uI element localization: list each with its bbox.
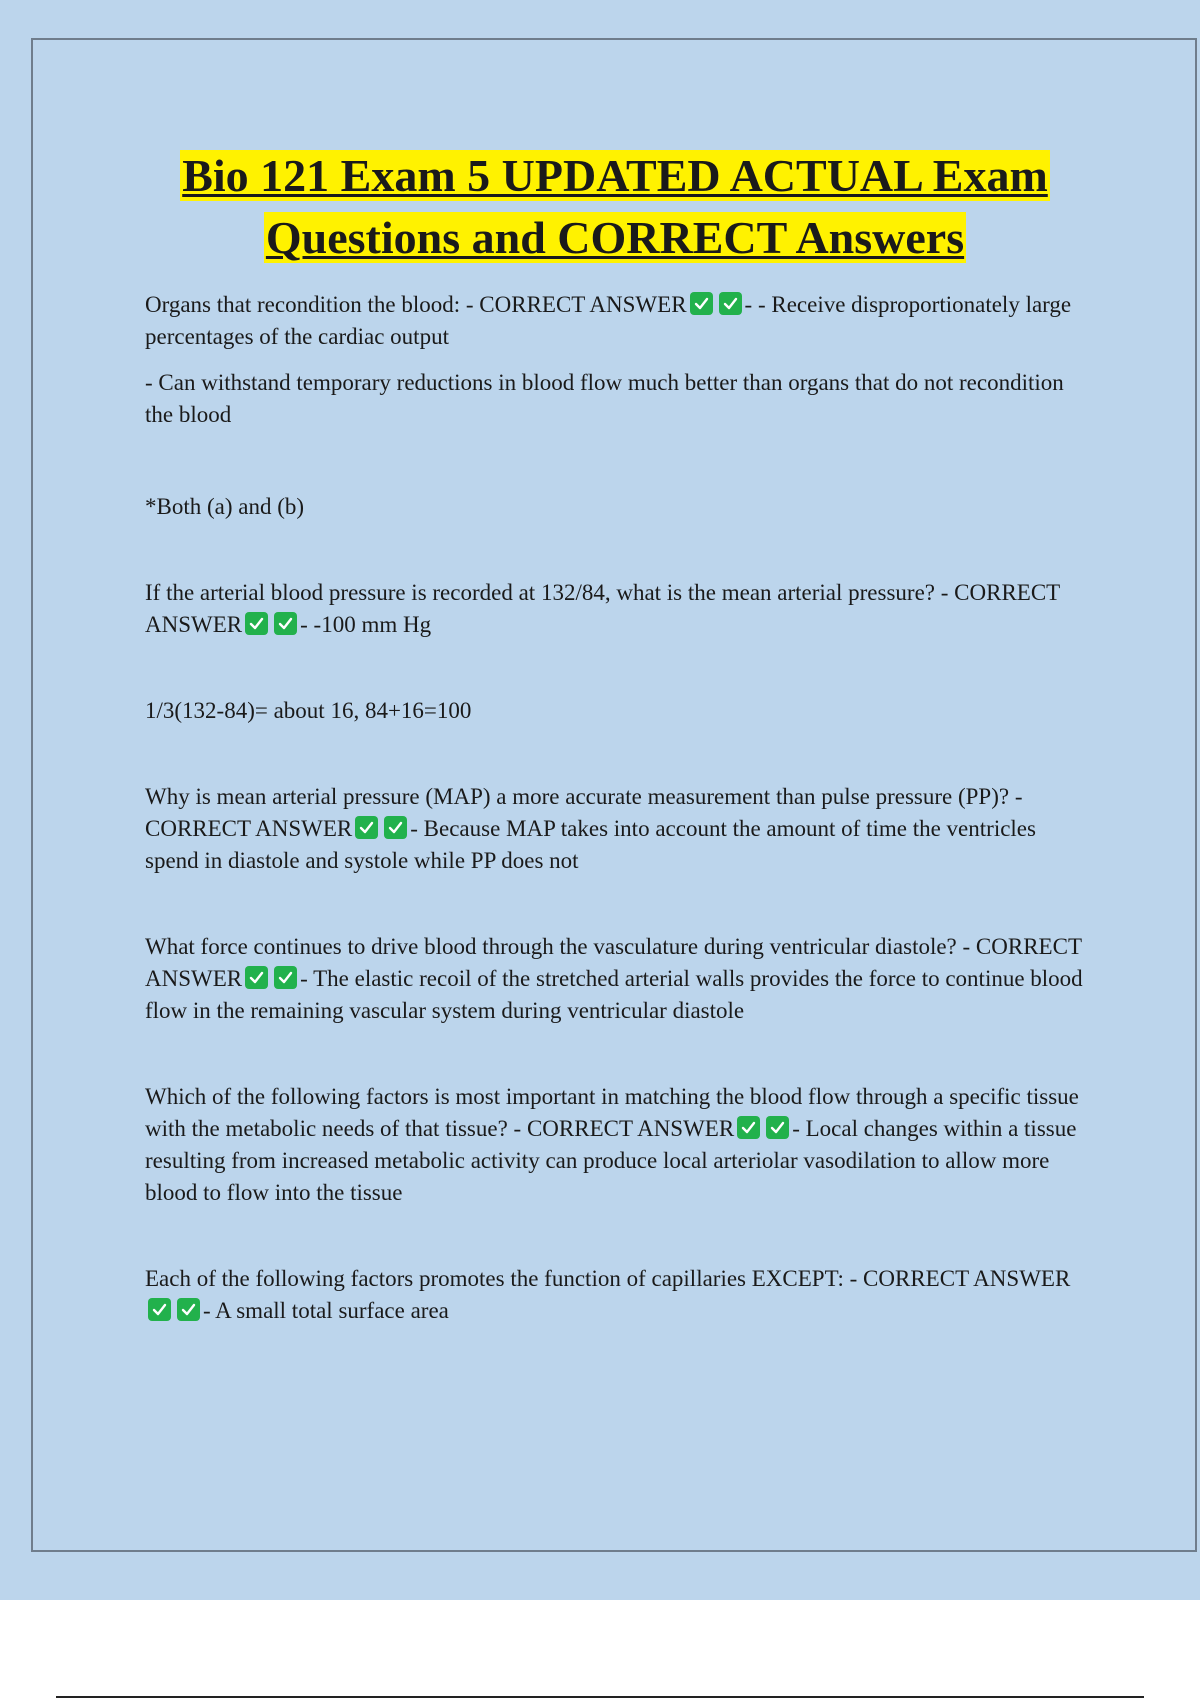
check-box-icon (355, 816, 378, 839)
answer-text: - - Receive disproportionately large percentages of the cardiac output (145, 292, 1072, 349)
check-box-icon (690, 292, 713, 315)
next-page-rule (56, 1696, 1144, 1698)
qa-item (145, 1263, 1085, 1327)
answer-text: - Because MAP takes into account the amount of time the ventricles spend in diastole and systole while PP does not (145, 816, 1036, 873)
qa-item (145, 289, 1085, 353)
question-text: Which of the following factors is most important in matching the blood flow through a specific tissue with the metabolic needs of that tissue? - CORRECT ANSWER (145, 1084, 1079, 1141)
qa-item (145, 781, 1085, 877)
answer-text: - -100 mm Hg (300, 612, 432, 637)
qa-item (145, 931, 1085, 1027)
question-text: Organs that recondition the blood: - CORRECT ANSWER (145, 292, 687, 317)
check-box-icon (245, 612, 268, 635)
question-text: What force continues to drive blood through the vasculature during ventricular diastole? - CORRECT ANSWER (145, 934, 1082, 991)
answer-text: - Local changes within a tissue resulting from increased metabolic activity can produce local arteriolar vasodilation to allow more blood to flow into the tissue (145, 1116, 1077, 1205)
check-box-icon (148, 1298, 171, 1321)
check-box-icon (719, 292, 742, 315)
title-line-1: Bio 121 Exam 5 UPDATED ACTUAL Exam (182, 150, 1048, 201)
check-box-icon (384, 816, 407, 839)
question-text: If the arterial blood pressure is recorded at 132/84, what is the mean arterial pressure? - CORRECT ANSWER (145, 580, 1060, 637)
answer-note: 1/3(132-84)= about 16, 84+16=100 (145, 698, 472, 723)
check-box-icon (177, 1298, 200, 1321)
answer-text: - A small total surface area (203, 1298, 449, 1323)
qa-item (145, 577, 1085, 641)
check-box-icon (274, 612, 297, 635)
question-text: Why is mean arterial pressure (MAP) a more accurate measurement than pulse pressure (PP)? - CORRECT ANSWER (145, 784, 1023, 841)
document-title (145, 145, 1085, 269)
check-box-icon (766, 1116, 789, 1139)
qa-item (145, 1081, 1085, 1209)
answer-continuation: - Can withstand temporary reductions in blood flow much better than organs that do not recondition the blood (145, 370, 1064, 427)
check-box-icon (274, 966, 297, 989)
title-line-2: Questions and CORRECT Answers (265, 212, 965, 263)
answer-note: *Both (a) and (b) (145, 494, 305, 519)
check-box-icon (245, 966, 268, 989)
document-body (145, 145, 1085, 1327)
answer-text: - The elastic recoil of the stretched arterial walls provides the force to continue blood flow in the remaining vascular system during ventricular diastole (145, 966, 1083, 1023)
question-text: Each of the following factors promotes the function of capillaries EXCEPT: - CORRECT ANSWER (145, 1266, 1071, 1291)
check-box-icon (737, 1116, 760, 1139)
